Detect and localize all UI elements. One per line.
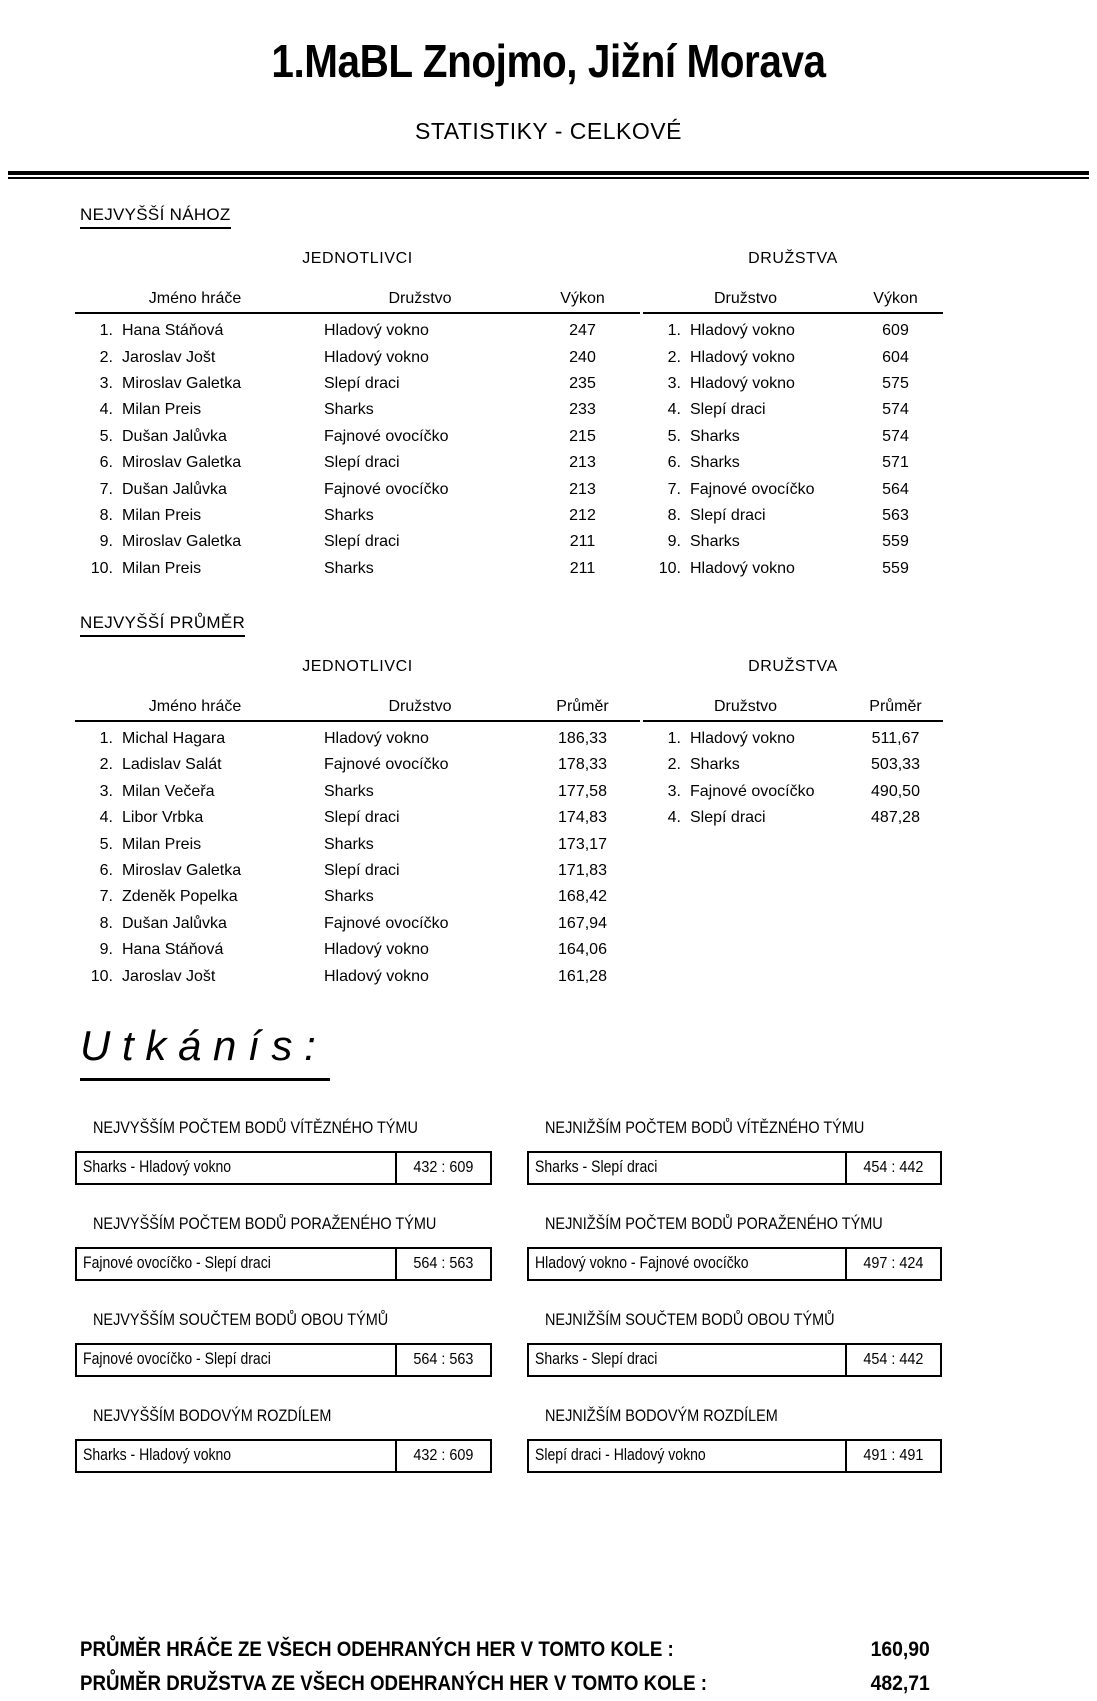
- team-name: Hladový vokno: [690, 730, 795, 748]
- table-row: [75, 556, 640, 582]
- row-value: 215: [569, 427, 596, 445]
- summary-label: PRŮMĚR DRUŽSTVA ZE VŠECH ODEHRANÝCH HER V TOMTO KOLE :: [80, 1671, 708, 1696]
- match-stat-group: [75, 1118, 492, 1185]
- prumer-individuals-rows: [75, 726, 640, 990]
- row-rank: 4.: [667, 809, 681, 827]
- row-rank: 2.: [99, 348, 113, 366]
- prumer-teams-block: [643, 637, 943, 832]
- row-value: 174,83: [558, 809, 607, 827]
- match-score: 454 : 442: [845, 1345, 940, 1375]
- team-name: Fajnové ovocíčko: [324, 427, 449, 445]
- table-row: [75, 752, 640, 778]
- row-value: 161,28: [558, 967, 607, 985]
- match-stat-label: NEJNIŽŠÍM BODOVÝM ROZDÍLEM: [545, 1405, 778, 1425]
- row-value: 604: [882, 348, 909, 366]
- match-score: 564 : 563: [395, 1249, 490, 1279]
- nahoz-tables: [75, 229, 1097, 582]
- team-name: Slepí draci: [324, 862, 400, 880]
- match-score: 454 : 442: [845, 1153, 940, 1183]
- nahoz-teams-block: [643, 229, 943, 582]
- row-rank: 7.: [667, 480, 681, 498]
- team-name: Sharks: [324, 401, 374, 419]
- row-value: 213: [569, 480, 596, 498]
- team-name: Hladový vokno: [690, 322, 795, 340]
- team-name: Hladový vokno: [690, 559, 795, 577]
- nahoz-teams-rows: [643, 318, 943, 582]
- table-row: [643, 476, 943, 502]
- player-name: Milan Preis: [122, 559, 202, 577]
- player-name: Milan Preis: [122, 835, 202, 853]
- match-score: 497 : 424: [845, 1249, 940, 1279]
- row-value: 233: [569, 401, 596, 419]
- summary-footer: [80, 1633, 930, 1701]
- table-row: [75, 450, 640, 476]
- player-name: Hana Stáňová: [122, 322, 224, 340]
- match-score: 564 : 563: [395, 1345, 490, 1375]
- row-rank: 3.: [99, 374, 113, 392]
- column-header-value: Průměr: [556, 697, 609, 715]
- row-value: 559: [882, 559, 909, 577]
- team-name: Sharks: [324, 888, 374, 906]
- match-teams: Fajnové ovocíčko - Slepí draci: [83, 1350, 271, 1369]
- team-name: Hladový vokno: [324, 322, 429, 340]
- match-teams: Fajnové ovocíčko - Slepí draci: [83, 1254, 271, 1273]
- team-name: Sharks: [324, 559, 374, 577]
- match-stat-box: [75, 1343, 492, 1377]
- column-header-team: Družstvo: [713, 290, 778, 307]
- row-rank: 9.: [99, 533, 113, 551]
- table-row: [643, 805, 943, 831]
- row-rank: 1.: [99, 322, 113, 340]
- row-rank: 8.: [667, 506, 681, 524]
- table-row: [75, 503, 640, 529]
- row-rank: 9.: [99, 941, 113, 959]
- row-value: 173,17: [558, 835, 607, 853]
- team-name: Slepí draci: [324, 809, 400, 827]
- player-name: Dušan Jalůvka: [122, 914, 227, 932]
- player-name: Milan Preis: [122, 401, 202, 419]
- row-rank: 6.: [99, 862, 113, 880]
- player-name: Dušan Jalůvka: [122, 427, 227, 445]
- table-row: [643, 397, 943, 423]
- row-value: 503,33: [871, 756, 920, 774]
- row-value: 213: [569, 454, 596, 472]
- row-rank: 6.: [667, 454, 681, 472]
- table-row: [643, 556, 943, 582]
- table-header-rule: [75, 312, 640, 314]
- player-name: Miroslav Galetka: [122, 454, 242, 472]
- summary-value: 160,90: [870, 1637, 930, 1662]
- table-row: [75, 726, 640, 752]
- match-stat-group: [75, 1214, 492, 1281]
- match-stat-box: [75, 1151, 492, 1185]
- row-value: 574: [882, 427, 909, 445]
- row-value: 490,50: [871, 782, 920, 800]
- row-value: 247: [569, 322, 596, 340]
- row-value: 574: [882, 401, 909, 419]
- team-name: Hladový vokno: [324, 967, 429, 985]
- team-name: Sharks: [690, 756, 740, 774]
- row-rank: 10.: [90, 967, 113, 985]
- match-stat-box: [527, 1151, 942, 1185]
- match-stat-box: [527, 1247, 942, 1281]
- column-header-team: Družstvo: [388, 290, 452, 307]
- table-row: [643, 318, 943, 344]
- divider-thin-line: [8, 177, 1089, 179]
- table-row: [75, 424, 640, 450]
- row-rank: 3.: [667, 782, 681, 800]
- row-rank: 5.: [99, 835, 113, 853]
- match-teams: Sharks - Slepí draci: [535, 1158, 658, 1177]
- row-rank: 8.: [99, 914, 113, 932]
- nahoz-individuals-rows: [75, 318, 640, 582]
- table-row: [643, 424, 943, 450]
- team-name: Hladový vokno: [324, 348, 429, 366]
- table-row: [75, 371, 640, 397]
- row-rank: 3.: [99, 782, 113, 800]
- row-value: 177,58: [558, 782, 607, 800]
- team-name: Hladový vokno: [690, 348, 795, 366]
- match-stat-label: NEJVYŠŠÍM POČTEM BODŮ VÍTĚZNÉHO TÝMU: [93, 1117, 418, 1137]
- summary-label: PRŮMĚR HRÁČE ZE VŠECH ODEHRANÝCH HER V TOMTO KOLE :: [80, 1637, 674, 1662]
- player-name: Zdeněk Popelka: [122, 888, 238, 906]
- team-name: Fajnové ovocíčko: [690, 782, 815, 800]
- table-header-rule: [643, 720, 943, 722]
- column-header-team: Družstvo: [388, 697, 452, 715]
- match-teams: Sharks - Hladový vokno: [83, 1158, 232, 1177]
- row-value: 211: [569, 559, 596, 577]
- team-name: Fajnové ovocíčko: [324, 756, 449, 774]
- row-rank: 7.: [99, 888, 113, 906]
- team-name: Sharks: [690, 454, 740, 472]
- page-title: 1.MaBL Znojmo, Jižní Morava: [271, 35, 826, 87]
- column-header-value: Výkon: [560, 290, 605, 307]
- row-rank: 1.: [667, 730, 681, 748]
- team-name: Slepí draci: [324, 454, 400, 472]
- match-stat-group: [527, 1310, 942, 1377]
- player-name: Milan Večeřa: [122, 782, 215, 800]
- match-stat-label: NEJVYŠŠÍM POČTEM BODŮ PORAŽENÉHO TÝMU: [93, 1213, 437, 1233]
- table-row: [75, 779, 640, 805]
- match-stat-box: [527, 1439, 942, 1473]
- row-value: 212: [569, 506, 596, 524]
- match-teams: Hladový vokno - Fajnové ovocíčko: [535, 1254, 749, 1273]
- prumer-individuals-header: [75, 698, 640, 716]
- team-name: Sharks: [324, 506, 374, 524]
- column-header-name: Jméno hráče: [148, 697, 242, 715]
- match-stat-group: [75, 1310, 492, 1377]
- row-value: 487,28: [871, 809, 920, 827]
- match-stat-group: [527, 1118, 942, 1185]
- row-rank: 2.: [667, 348, 681, 366]
- row-rank: 4.: [99, 401, 113, 419]
- row-value: 511,67: [871, 730, 920, 748]
- prumer-teams-rows: [643, 726, 943, 832]
- table-row: [643, 726, 943, 752]
- row-value: 559: [882, 533, 909, 551]
- row-rank: 5.: [667, 427, 681, 445]
- nahoz-individuals-header: [75, 290, 640, 308]
- player-name: Dušan Jalůvka: [122, 480, 227, 498]
- table-row: [75, 884, 640, 910]
- row-value: 178,33: [558, 756, 607, 774]
- row-rank: 8.: [99, 506, 113, 524]
- table-row: [643, 779, 943, 805]
- row-value: 164,06: [558, 941, 607, 959]
- section-heading-nahoz: NEJVYŠŠÍ NÁHOZ: [80, 205, 1097, 229]
- team-name: Hladový vokno: [690, 374, 795, 392]
- utkani-boxes-grid: [75, 1118, 1097, 1473]
- row-rank: 1.: [667, 322, 681, 340]
- row-rank: 6.: [99, 454, 113, 472]
- row-rank: 2.: [99, 756, 113, 774]
- match-score: 432 : 609: [395, 1153, 490, 1183]
- table-row: [75, 911, 640, 937]
- match-teams: Slepí draci - Hladový vokno: [535, 1446, 706, 1465]
- team-name: Slepí draci: [690, 401, 766, 419]
- nahoz-individuals-title: JEDNOTLIVCI: [302, 250, 413, 267]
- table-row: [75, 397, 640, 423]
- table-row: [75, 963, 640, 989]
- table-row: [75, 937, 640, 963]
- section-heading-utkani: U t k á n í s :: [80, 1022, 1097, 1081]
- row-rank: 4.: [667, 401, 681, 419]
- table-row: [75, 318, 640, 344]
- page-subtitle: STATISTIKY - CELKOVÉ: [415, 118, 682, 144]
- match-stat-group: [527, 1214, 942, 1281]
- table-header-rule: [643, 312, 943, 314]
- team-name: Slepí draci: [324, 374, 400, 392]
- table-row: [643, 503, 943, 529]
- divider-thick-line: [8, 171, 1089, 175]
- prumer-individuals-title: JEDNOTLIVCI: [302, 657, 413, 675]
- table-row: [75, 344, 640, 370]
- match-stat-group: [75, 1406, 492, 1473]
- row-value: 167,94: [558, 914, 607, 932]
- player-name: Jaroslav Jošt: [122, 348, 216, 366]
- team-name: Sharks: [324, 835, 374, 853]
- team-name: Slepí draci: [690, 506, 766, 524]
- row-rank: 5.: [99, 427, 113, 445]
- row-rank: 3.: [667, 374, 681, 392]
- team-name: Fajnové ovocíčko: [324, 480, 449, 498]
- table-row: [75, 831, 640, 857]
- table-row: [75, 858, 640, 884]
- player-name: Jaroslav Jošt: [122, 967, 216, 985]
- row-rank: 10.: [90, 559, 113, 577]
- row-rank: 1.: [99, 730, 113, 748]
- table-header-rule: [75, 720, 640, 722]
- column-header-value: Výkon: [873, 290, 918, 307]
- team-name: Sharks: [690, 533, 740, 551]
- row-value: 609: [882, 322, 909, 340]
- header-divider: [8, 171, 1089, 179]
- team-name: Slepí draci: [690, 809, 766, 827]
- player-name: Milan Preis: [122, 506, 202, 524]
- team-name: Hladový vokno: [324, 941, 429, 959]
- row-rank: 9.: [667, 533, 681, 551]
- row-value: 186,33: [558, 730, 607, 748]
- match-stat-label: NEJNIŽŠÍM POČTEM BODŮ VÍTĚZNÉHO TÝMU: [545, 1117, 865, 1137]
- nahoz-individuals-block: [75, 229, 640, 582]
- team-name: Sharks: [690, 427, 740, 445]
- column-header-value: Průměr: [869, 697, 922, 715]
- player-name: Libor Vrbka: [122, 809, 204, 827]
- match-stat-box: [75, 1439, 492, 1473]
- player-name: Miroslav Galetka: [122, 533, 242, 551]
- row-rank: 4.: [99, 809, 113, 827]
- match-teams: Sharks - Hladový vokno: [83, 1446, 232, 1465]
- match-score: 432 : 609: [395, 1441, 490, 1471]
- table-row: [643, 752, 943, 778]
- row-value: 211: [569, 533, 596, 551]
- team-name: Slepí draci: [324, 533, 400, 551]
- team-name: Fajnové ovocíčko: [690, 480, 815, 498]
- player-name: Michal Hagara: [122, 730, 226, 748]
- table-row: [75, 476, 640, 502]
- match-stat-box: [75, 1247, 492, 1281]
- row-value: 171,83: [558, 862, 607, 880]
- team-name: Sharks: [324, 782, 374, 800]
- player-name: Hana Stáňová: [122, 941, 224, 959]
- match-stat-box: [527, 1343, 942, 1377]
- table-row: [75, 805, 640, 831]
- nahoz-teams-title: DRUŽSTVA: [748, 250, 838, 267]
- summary-row: [80, 1633, 930, 1667]
- summary-row: [80, 1667, 930, 1701]
- prumer-teams-title: DRUŽSTVA: [748, 657, 838, 675]
- row-value: 564: [882, 480, 909, 498]
- match-stat-label: NEJVYŠŠÍM SOUČTEM BODŮ OBOU TÝMŮ: [93, 1309, 389, 1329]
- row-value: 168,42: [558, 888, 607, 906]
- row-value: 235: [569, 374, 596, 392]
- player-name: Ladislav Salát: [122, 756, 222, 774]
- match-stat-label: NEJNIŽŠÍM SOUČTEM BODŮ OBOU TÝMŮ: [545, 1309, 835, 1329]
- row-rank: 2.: [667, 756, 681, 774]
- table-row: [75, 529, 640, 555]
- table-row: [643, 529, 943, 555]
- player-name: Miroslav Galetka: [122, 862, 242, 880]
- prumer-individuals-block: [75, 637, 640, 990]
- team-name: Hladový vokno: [324, 730, 429, 748]
- nahoz-teams-header: [643, 290, 943, 308]
- summary-value: 482,71: [870, 1671, 930, 1696]
- column-header-team: Družstvo: [713, 697, 778, 715]
- match-stat-label: NEJNIŽŠÍM POČTEM BODŮ PORAŽENÉHO TÝMU: [545, 1213, 883, 1233]
- row-rank: 7.: [99, 480, 113, 498]
- player-name: Miroslav Galetka: [122, 374, 242, 392]
- table-row: [643, 344, 943, 370]
- row-value: 563: [882, 506, 909, 524]
- section-heading-prumer: NEJVYŠŠÍ PRŮMĚR: [80, 613, 1097, 637]
- table-row: [643, 450, 943, 476]
- prumer-tables: [75, 637, 1097, 990]
- row-value: 240: [569, 348, 596, 366]
- match-stat-label: NEJVYŠŠÍM BODOVÝM ROZDÍLEM: [93, 1405, 332, 1425]
- prumer-teams-header: [643, 698, 943, 716]
- team-name: Fajnové ovocíčko: [324, 914, 449, 932]
- column-header-name: Jméno hráče: [148, 290, 242, 307]
- row-rank: 10.: [658, 559, 681, 577]
- match-score: 491 : 491: [845, 1441, 940, 1471]
- match-stat-group: [527, 1406, 942, 1473]
- row-value: 571: [882, 454, 909, 472]
- table-row: [643, 371, 943, 397]
- row-value: 575: [882, 374, 909, 392]
- match-teams: Sharks - Slepí draci: [535, 1350, 658, 1369]
